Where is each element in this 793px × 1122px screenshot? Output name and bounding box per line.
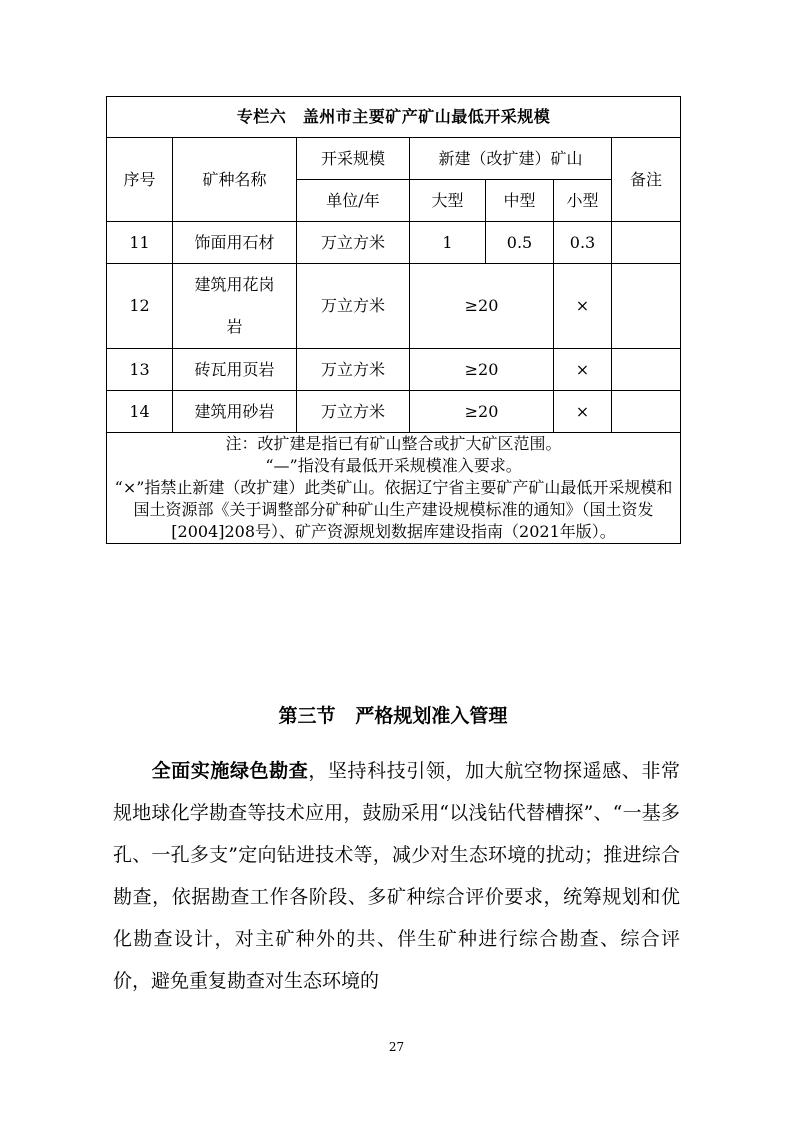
note-line: “×”指禁止新建（改扩建）此类矿山。依据辽宁省主要矿产矿山最低开采规模和国土资源部《关于调整部分矿种矿山生产建设规模标准的通知》（国土资发[2004]208号）、矿产资源规划数据库建设指南（2021年版）。 [114,478,673,541]
mining-scale-table [106,96,680,544]
cell-small: 0.3 [554,222,612,264]
cell-small: × [554,264,612,349]
cell-medium: 0.5 [486,222,554,264]
cell-unit: 万立方米 [297,391,410,433]
note-line: “—”指没有最低开采规模准入要求。 [265,456,522,475]
cell-mineral: 砖瓦用页岩 [173,349,297,391]
header-large: 大型 [410,180,486,222]
table-row [107,391,681,433]
section-number: 第三节 [278,705,336,727]
cell-large: 1 [410,222,486,264]
header-seq: 序号 [107,138,173,222]
table-title: 专栏六 盖州市主要矿产矿山最低开采规模 [107,97,681,138]
cell-small: × [554,349,612,391]
header-scale-unit-top: 开采规模 [297,138,410,180]
cell-mineral: 建筑用花岗岩 [173,264,297,349]
table [106,96,681,544]
note-line: 注：改扩建是指已有矿山整合或扩大矿区范围。 [225,434,562,453]
body-paragraph [113,750,680,1002]
table-notes [107,433,681,544]
header-small: 小型 [554,180,612,222]
section-heading: 严格规划准入管理 [355,705,508,727]
cell-remarks [612,391,681,433]
cell-unit: 万立方米 [297,264,410,349]
cell-large-medium: ≥20 [410,391,554,433]
cell-seq: 11 [107,222,173,264]
header-mineral: 矿种名称 [173,138,297,222]
header-new-build: 新建（改扩建）矿山 [410,138,612,180]
cell-remarks [612,264,681,349]
cell-remarks [612,222,681,264]
table-row [107,349,681,391]
header-scale-unit-bottom: 单位/年 [297,180,410,222]
cell-remarks [612,349,681,391]
paragraph-lead: 全面实施绿色勘查 [151,760,309,782]
cell-mineral: 建筑用砂岩 [173,391,297,433]
cell-seq: 13 [107,349,173,391]
page-number: 27 [388,1040,405,1054]
cell-unit: 万立方米 [297,349,410,391]
cell-unit: 万立方米 [297,222,410,264]
header-medium: 中型 [486,180,554,222]
table-row [107,222,681,264]
header-remarks: 备注 [612,138,681,222]
cell-seq: 12 [107,264,173,349]
cell-seq: 14 [107,391,173,433]
cell-large-medium: ≥20 [410,264,554,349]
cell-large-medium: ≥20 [410,349,554,391]
cell-small: × [554,391,612,433]
table-row [107,264,681,349]
cell-mineral: 饰面用石材 [173,222,297,264]
section-title [106,703,680,729]
paragraph-text: ，坚持科技引领，加大航空物探遥感、非常规地球化学勘查等技术应用，鼓励采用“以浅钻代替槽探”、“一基多孔、一孔多支”定向钻进技术等，减少对生态环境的扰动；推进综合勘查，依据勘查工作各阶段、多矿种综合评价要求，统筹规划和优化勘查设计，对主矿种外的共、伴生矿种进行综合勘查、综合评价，避免重复勘查对生态环境的 [113,760,680,992]
